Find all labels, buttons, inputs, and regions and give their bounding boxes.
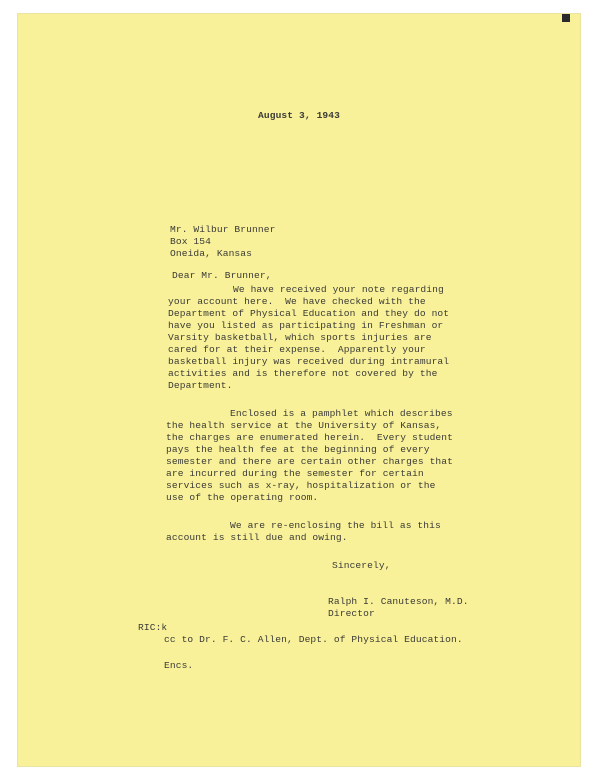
letter-body	[18, 14, 580, 766]
address-line: Box 154	[170, 236, 212, 247]
signer-title: Director	[328, 608, 375, 619]
paragraph-line: semester and there are certain other charges that	[166, 456, 454, 467]
paragraph-line: Enclosed is a pamphlet which describes	[230, 408, 453, 419]
paragraph-line: Department.	[168, 380, 233, 391]
paragraph-line: account is still due and owing.	[166, 532, 348, 543]
paragraph-line: We are re-enclosing the bill as this	[230, 520, 441, 531]
paragraph-line: the charges are enumerated herein. Every student	[166, 432, 454, 443]
paragraph-line: use of the operating room.	[166, 492, 319, 503]
salutation: Dear Mr. Brunner,	[172, 270, 272, 281]
carbon-copy: cc to Dr. F. C. Allen, Dept. of Physical Education.	[164, 634, 463, 645]
paragraph-line: basketball injury was received during intramural	[168, 356, 450, 367]
closing: Sincerely,	[332, 560, 391, 571]
paragraph-line: the health service at the University of Kansas,	[166, 420, 442, 431]
corner-mark	[562, 14, 570, 22]
paragraph-line: your account here. We have checked with the	[168, 296, 426, 307]
letter-date: August 3, 1943	[258, 110, 341, 121]
typist-initials: RIC:k	[138, 622, 168, 633]
paragraph-line: have you listed as participating in Freshman or	[168, 320, 444, 331]
paragraph-line: cared for at their expense. Apparently your	[168, 344, 426, 355]
paragraph-line: services such as x-ray, hospitalization or the	[166, 480, 436, 491]
paragraph-line: activities and is therefore not covered by the	[168, 368, 438, 379]
paragraph-line: Department of Physical Education and they do not	[168, 308, 450, 319]
paragraph-line: Varsity basketball, which sports injuries are	[168, 332, 432, 343]
paragraph-line: pays the health fee at the beginning of every	[166, 444, 430, 455]
letter-page	[18, 14, 580, 766]
paragraph-line: We have received your note regarding	[233, 284, 444, 295]
address-line: Mr. Wilbur Brunner	[170, 224, 276, 235]
enclosure-note: Encs.	[164, 660, 194, 671]
signer-name: Ralph I. Canuteson, M.D.	[328, 596, 469, 607]
address-line: Oneida, Kansas	[170, 248, 253, 259]
paragraph-line: are incurred during the semester for certain	[166, 468, 424, 479]
